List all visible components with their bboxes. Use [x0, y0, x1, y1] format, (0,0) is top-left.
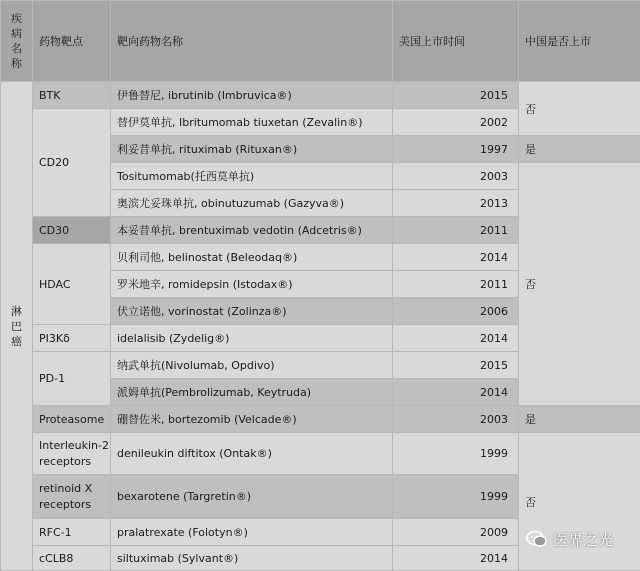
- header-china: 中国是否上市: [519, 1, 640, 82]
- drug-cell: 派姆单抗(Pembrolizumab, Keytruda): [111, 379, 393, 406]
- year-cell: 1999: [393, 475, 519, 519]
- drug-cell: bexarotene (Targretin®): [111, 475, 393, 519]
- year-cell: 2011: [393, 217, 519, 244]
- drug-cell: 利妥昔单抗, rituximab (Rituxan®): [111, 136, 393, 163]
- drug-cell: 硼替佐米, bortezomib (Velcade®): [111, 406, 393, 433]
- target-cell: Interleukin-2 receptors: [33, 433, 111, 475]
- year-cell: 1997: [393, 136, 519, 163]
- drug-cell: 伊鲁替尼, ibrutinib (Imbruvica®): [111, 82, 393, 109]
- target-cell: BTK: [33, 82, 111, 109]
- drug-cell: 纳武单抗(Nivolumab, Opdivo): [111, 352, 393, 379]
- header-us-date: 美国上市时间: [393, 1, 519, 82]
- drug-cell: 伏立诺他, vorinostat (Zolinza®): [111, 298, 393, 325]
- header-disease: 疾病名称: [1, 1, 33, 82]
- watermark-logo: [526, 525, 636, 553]
- drug-cell: Tositumomab(托西莫单抗): [111, 163, 393, 190]
- target-cell: cCLB8: [33, 546, 111, 571]
- year-cell: 2003: [393, 406, 519, 433]
- drug-cell: idelalisib (Zydelig®): [111, 325, 393, 352]
- disease-cell: 淋巴癌: [1, 82, 33, 571]
- drug-cell: denileukin diftitox (Ontak®): [111, 433, 393, 475]
- year-cell: 2013: [393, 190, 519, 217]
- target-cell: RFC-1: [33, 519, 111, 546]
- table-row: [1, 433, 640, 475]
- target-cell: CD30: [33, 217, 111, 244]
- table-row: [1, 406, 640, 433]
- target-cell: HDAC: [33, 244, 111, 325]
- drug-cell: 奥滨尤妥珠单抗, obinutuzumab (Gazyva®): [111, 190, 393, 217]
- target-cell: retinoid X receptors: [33, 475, 111, 519]
- year-cell: 2006: [393, 298, 519, 325]
- drug-cell: 罗米地辛, romidepsin (Istodax®): [111, 271, 393, 298]
- year-cell: 2014: [393, 379, 519, 406]
- china-status-cell: 否: [519, 163, 640, 406]
- target-cell: PI3Kδ: [33, 325, 111, 352]
- target-cell: CD20: [33, 109, 111, 217]
- drug-cell: 本妥昔单抗, brentuximab vedotin (Adcetris®): [111, 217, 393, 244]
- header-drug: 靶向药物名称: [111, 1, 393, 82]
- table-row: [1, 82, 640, 109]
- year-cell: 2009: [393, 519, 519, 546]
- drug-cell: 替伊莫单抗, Ibritumomab tiuxetan (Zevalin®): [111, 109, 393, 136]
- year-cell: 2014: [393, 244, 519, 271]
- year-cell: 2015: [393, 352, 519, 379]
- year-cell: 2014: [393, 325, 519, 352]
- header-target: 药物靶点: [33, 1, 111, 82]
- year-cell: 1999: [393, 433, 519, 475]
- drug-cell: 贝利司他, belinostat (Beleodaq®): [111, 244, 393, 271]
- year-cell: 2014: [393, 546, 519, 571]
- year-cell: 2003: [393, 163, 519, 190]
- china-status-cell: 否: [519, 433, 640, 571]
- target-cell: Proteasome: [33, 406, 111, 433]
- chat-bubble-icon: [526, 529, 548, 549]
- drug-cell: siltuximab (Sylvant®): [111, 546, 393, 571]
- target-cell: PD-1: [33, 352, 111, 406]
- header-row: [1, 1, 640, 82]
- china-status-cell: 否: [519, 82, 640, 136]
- china-status-cell: 是: [519, 136, 640, 163]
- year-cell: 2011: [393, 271, 519, 298]
- year-cell: 2002: [393, 109, 519, 136]
- drug-cell: pralatrexate (Folotyn®): [111, 519, 393, 546]
- china-status-cell: 是: [519, 406, 640, 433]
- watermark-text: 医界之光: [553, 529, 613, 550]
- year-cell: 2015: [393, 82, 519, 109]
